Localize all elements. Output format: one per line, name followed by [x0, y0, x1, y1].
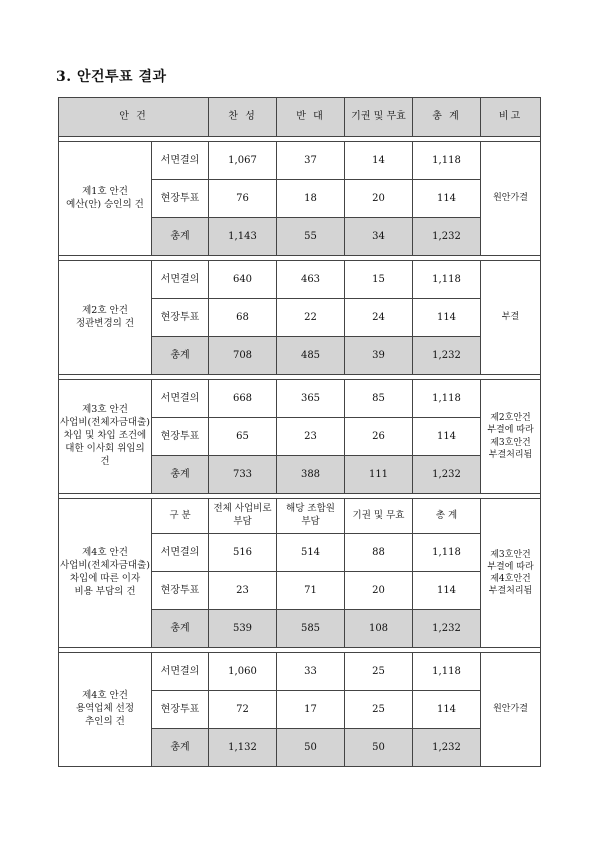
cell-against: 50: [277, 729, 345, 767]
cell-abstain: 39: [345, 337, 413, 375]
cell-type: 서면결의: [152, 142, 209, 180]
cell-type: 현장투표: [152, 418, 209, 456]
cell-against: 17: [277, 691, 345, 729]
cell-total: 1,118: [413, 653, 481, 691]
cell-against: 33: [277, 653, 345, 691]
cell-abstain: 111: [345, 456, 413, 494]
cell-type: 총계: [152, 456, 209, 494]
cell-type: 현장투표: [152, 572, 209, 610]
cell-abstain: 15: [345, 261, 413, 299]
cell-total: 1,232: [413, 456, 481, 494]
cell-for: 1,143: [209, 218, 277, 256]
cell-total: 114: [413, 299, 481, 337]
cell-abstain: 20: [345, 572, 413, 610]
cell-total: 1,118: [413, 534, 481, 572]
cell-for: 72: [209, 691, 277, 729]
header-row: [59, 98, 541, 137]
cell-for: 668: [209, 380, 277, 418]
cell-abstain: 24: [345, 299, 413, 337]
note-cell: 제3호안건 부결에 따라 제4호안건 부결처리됨: [481, 499, 541, 648]
cell-against: 18: [277, 180, 345, 218]
cell-abstain: 20: [345, 180, 413, 218]
table-row: [59, 653, 541, 691]
cell-abstain: 108: [345, 610, 413, 648]
table-row: [59, 142, 541, 180]
cell-for: 68: [209, 299, 277, 337]
cell-total: 1,232: [413, 729, 481, 767]
cell-total: 1,118: [413, 142, 481, 180]
cell-for: 1,060: [209, 653, 277, 691]
section-heading: 3. 안건투표 결과: [56, 69, 167, 85]
subheader-type: 구 분: [152, 499, 209, 534]
agenda-cell: 제4호 안건 용역업체 선정 추인의 건: [59, 653, 152, 767]
header-total: 총 계: [413, 98, 481, 137]
agenda-cell: 제4호 안건 사업비(전체자금대출) 차입에 따른 이자 비용 부담의 건: [59, 499, 152, 648]
agenda-cell: 제3호 안건 사업비(전체자금대출) 차입 및 차입 조건에 대한 이사회 위임의 건: [59, 380, 152, 494]
cell-type: 총계: [152, 610, 209, 648]
cell-for: 65: [209, 418, 277, 456]
cell-abstain: 85: [345, 380, 413, 418]
cell-type: 현장투표: [152, 180, 209, 218]
subheader-against: 해당 조합원 부담: [277, 499, 345, 534]
cell-type: 서면결의: [152, 534, 209, 572]
subheader-for: 전체 사업비로 부담: [209, 499, 277, 534]
table-row: [59, 261, 541, 299]
cell-total: 1,118: [413, 380, 481, 418]
cell-against: 485: [277, 337, 345, 375]
table-row: [59, 380, 541, 418]
cell-against: 23: [277, 418, 345, 456]
cell-abstain: 34: [345, 218, 413, 256]
cell-for: 23: [209, 572, 277, 610]
cell-type: 현장투표: [152, 299, 209, 337]
cell-type: 서면결의: [152, 261, 209, 299]
header-abstain: 기권 및 무효: [345, 98, 413, 137]
cell-type: 서면결의: [152, 653, 209, 691]
subheader-total: 총 계: [413, 499, 481, 534]
cell-for: 640: [209, 261, 277, 299]
cell-total: 1,232: [413, 218, 481, 256]
cell-for: 539: [209, 610, 277, 648]
cell-type: 총계: [152, 729, 209, 767]
cell-type: 서면결의: [152, 380, 209, 418]
cell-against: 22: [277, 299, 345, 337]
cell-total: 114: [413, 572, 481, 610]
cell-total: 1,118: [413, 261, 481, 299]
cell-abstain: 50: [345, 729, 413, 767]
cell-for: 733: [209, 456, 277, 494]
cell-for: 76: [209, 180, 277, 218]
cell-against: 585: [277, 610, 345, 648]
cell-against: 365: [277, 380, 345, 418]
cell-abstain: 88: [345, 534, 413, 572]
cell-type: 현장투표: [152, 691, 209, 729]
cell-total: 114: [413, 691, 481, 729]
cell-abstain: 14: [345, 142, 413, 180]
cell-total: 114: [413, 418, 481, 456]
cell-against: 55: [277, 218, 345, 256]
cell-for: 1,067: [209, 142, 277, 180]
cell-total: 1,232: [413, 610, 481, 648]
note-cell: 부결: [481, 261, 541, 375]
cell-against: 463: [277, 261, 345, 299]
cell-for: 516: [209, 534, 277, 572]
cell-abstain: 25: [345, 691, 413, 729]
cell-for: 708: [209, 337, 277, 375]
subheader-abstain: 기권 및 무효: [345, 499, 413, 534]
cell-against: 71: [277, 572, 345, 610]
cell-against: 388: [277, 456, 345, 494]
cell-abstain: 26: [345, 418, 413, 456]
vote-results-table: [58, 97, 541, 767]
header-note: 비고: [481, 98, 541, 137]
note-cell: 제2호안건 부결에 따라 제3호안건 부결처리됨: [481, 380, 541, 494]
agenda-cell: 제2호 안건 정관변경의 건: [59, 261, 152, 375]
header-for: 찬 성: [209, 98, 277, 137]
cell-against: 37: [277, 142, 345, 180]
agenda-cell: 제1호 안건 예산(안) 승인의 건: [59, 142, 152, 256]
note-cell: 원안가결: [481, 653, 541, 767]
cell-total: 1,232: [413, 337, 481, 375]
header-against: 반 대: [277, 98, 345, 137]
cell-type: 총계: [152, 337, 209, 375]
cell-type: 총계: [152, 218, 209, 256]
note-cell: 원안가결: [481, 142, 541, 256]
cell-abstain: 25: [345, 653, 413, 691]
cell-total: 114: [413, 180, 481, 218]
cell-against: 514: [277, 534, 345, 572]
subheader-row: [59, 499, 541, 534]
header-agenda: 안 건: [59, 98, 209, 137]
cell-for: 1,132: [209, 729, 277, 767]
